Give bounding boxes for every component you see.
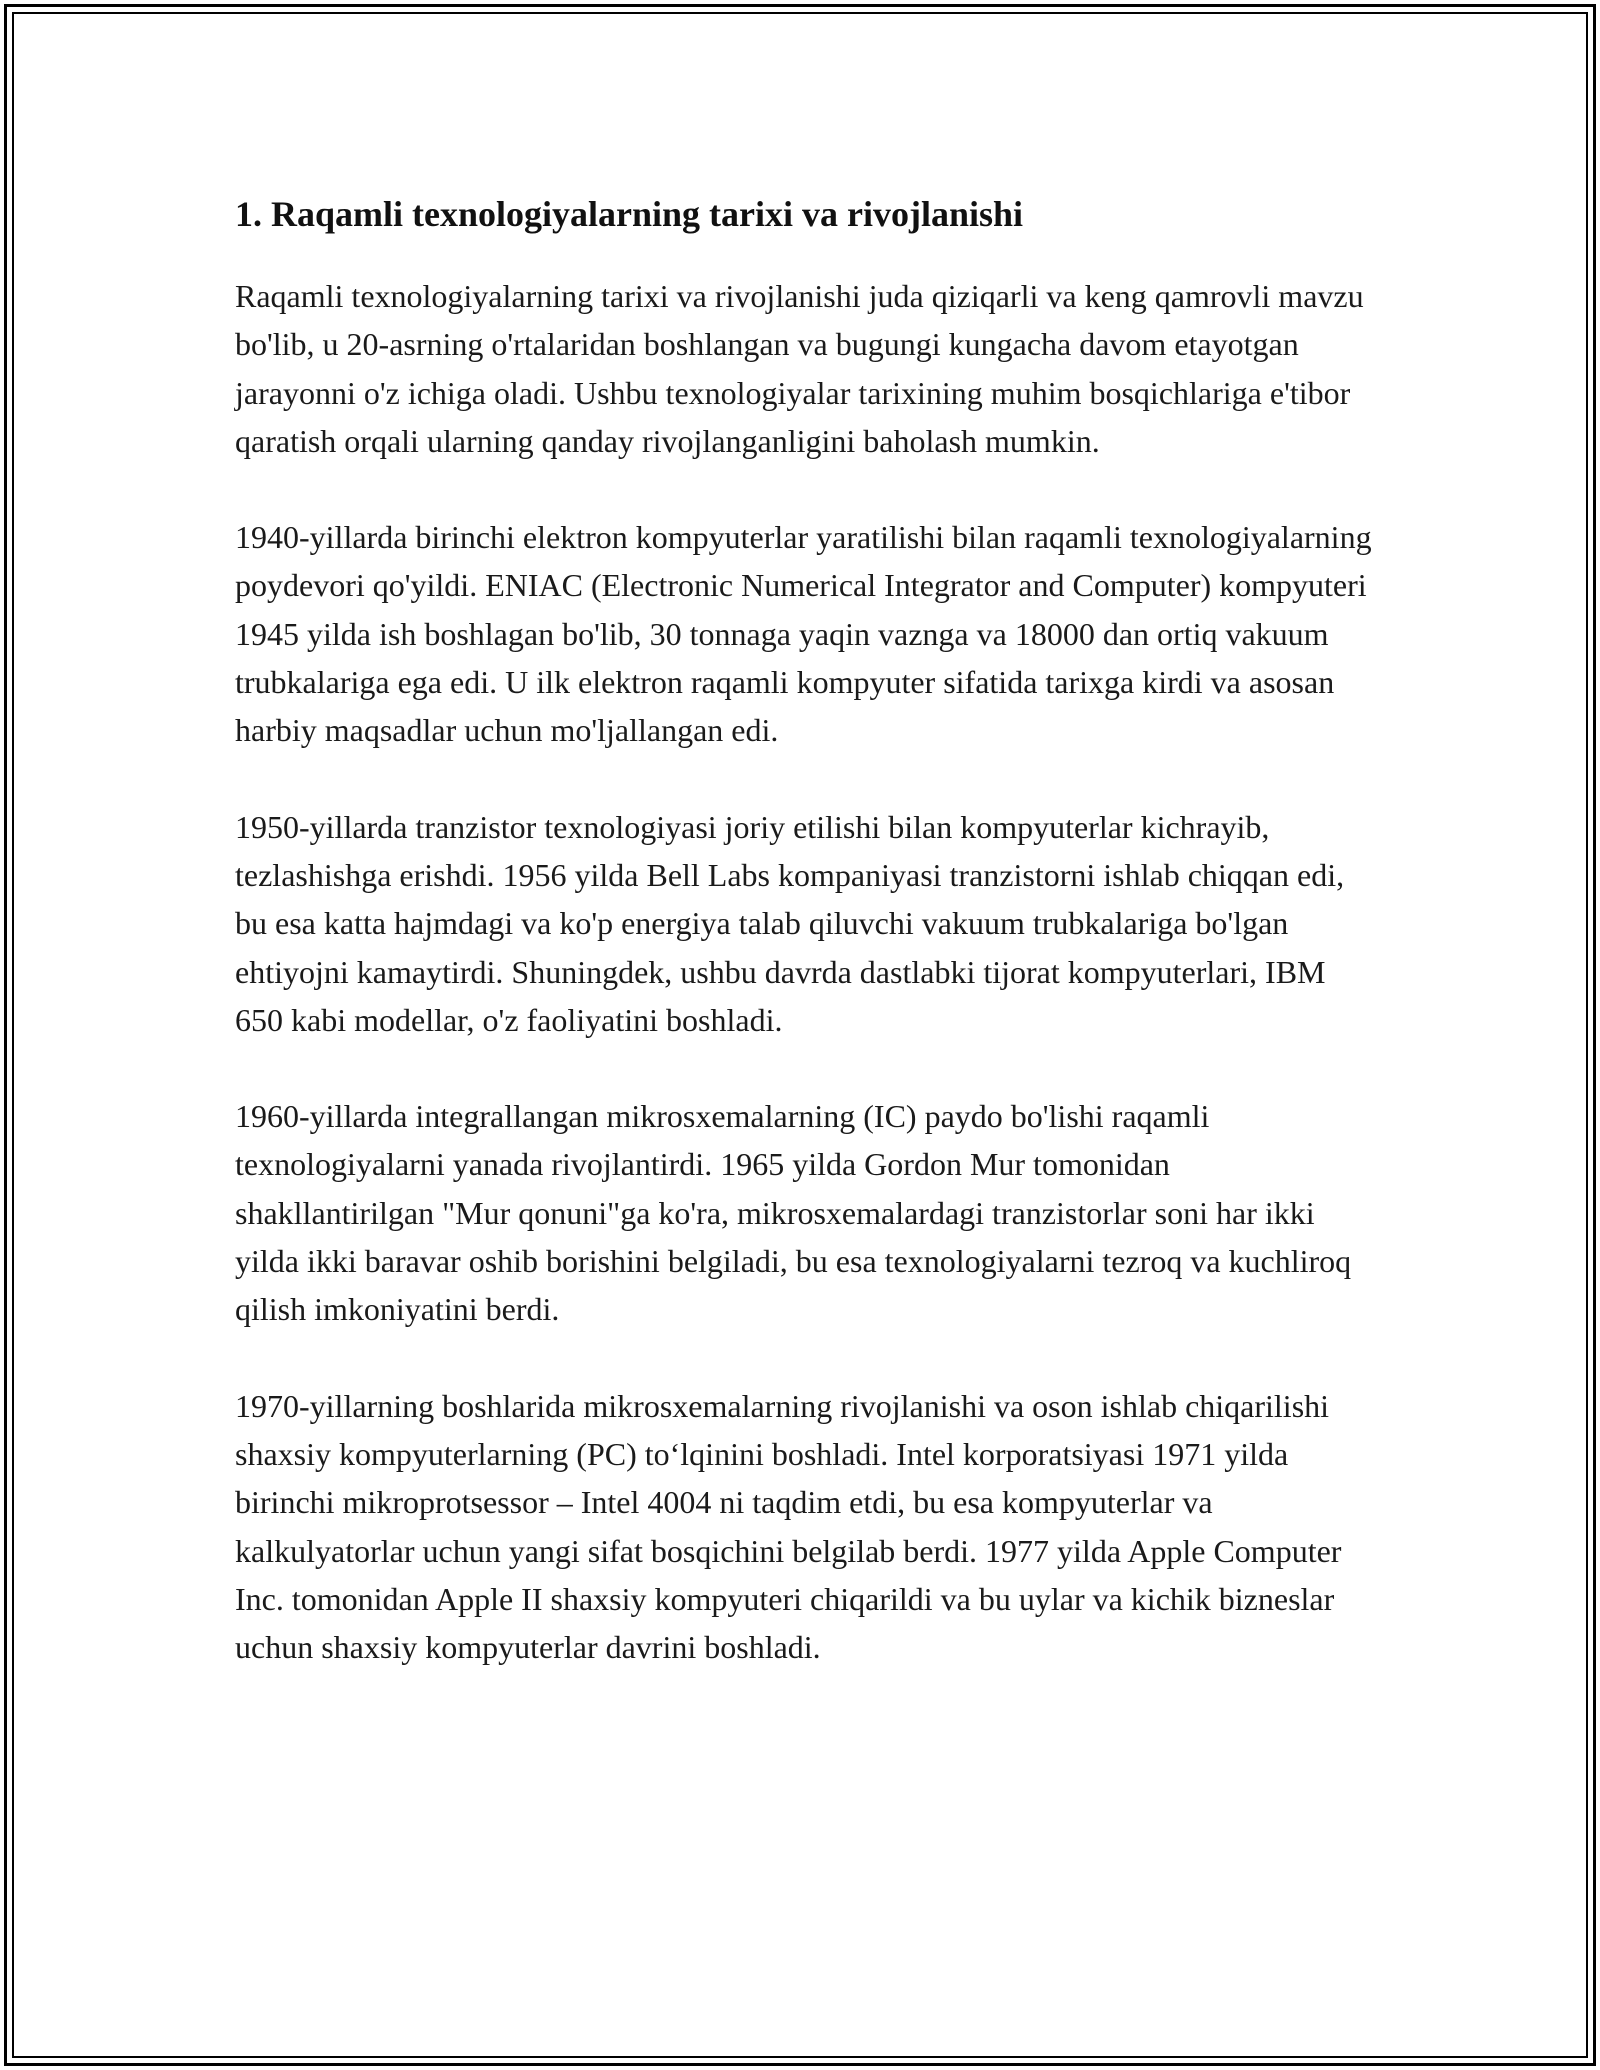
- paragraph-1950s: 1950-yillarda tranzistor texnologiyasi joriy etilishi bilan kompyuterlar kichrayib, tezlashishga erishdi. 1956 yilda Bell Labs kompaniyasi tranzistorni ishlab chiqqan edi, bu esa katta hajmdagi va ko'p energiya talab qiluvchi vakuum trubkalariga bo'lgan ehtiyojni kamaytirdi. Shuningdek, ushbu davrda dastlabki tijorat kompyuterlari, IBM 650 kabi modellar, o'z faoliyatini boshladi.: [235, 808, 1345, 1038]
- paragraph-1940s: 1940-yillarda birinchi elektron kompyuterlar yaratilishi bilan raqamli texnologiyalarning poydevori qo'yildi. ENIAC (Electronic Numerical Integrator and Computer) kompyuteri 1945 yilda ish boshlagan bo'lib, 30 tonnaga yaqin vaznga va 18000 dan ortiq vakuum trubkalariga ega edi. U ilk elektron raqamli kompyuter sifatida tarixga kirdi va asosan harbiy maqsadlar uchun mo'ljallangan edi.: [235, 519, 1372, 749]
- section-heading: 1. Raqamli texnologiyalarning tarixi va rivojlanishi: [235, 194, 1024, 234]
- paragraph-1970s: 1970-yillarning boshlarida mikrosxemalarning rivojlanishi va oson ishlab chiqarilishi shaxsiy kompyuterlarning (PC) to‘lqinini boshladi. Intel korporatsiyasi 1971 yilda birinchi mikroprotsessor – Intel 4004 ni taqdim etdi, bu esa kompyuterlar va kalkulyatorlar uchun yangi sifat bosqichini belgilab berdi. 1977 yilda Apple Computer Inc. tomonidan Apple II shaxsiy kompyuteri chiqarildi va bu uylar va kichik bizneslar uchun shaxsiy kompyuterlar davrini boshladi.: [235, 1387, 1342, 1666]
- document-body: [235, 186, 1375, 1719]
- paragraph-intro: Raqamli texnologiyalarning tarixi va rivojlanishi juda qiziqarli va keng qamrovli mavzu bo'lib, u 20-asrning o'rtalaridan boshlangan va bugungi kungacha davom etayotgan jarayonni o'z ichiga oladi. Ushbu texnologiyalar tarixining muhim bosqichlariga e'tibor qaratish orqali ularning qanday rivojlanganligini baholash mumkin.: [235, 278, 1364, 459]
- paragraph-1960s: 1960-yillarda integrallangan mikrosxemalarning (IC) paydo bo'lishi raqamli texnologiyalarni yanada rivojlantirdi. 1965 yilda Gordon Mur tomonidan shakllantirilgan "Mur qonuni"ga ko'ra, mikrosxemalardagi tranzistorlar soni har ikki yilda ikki baravar oshib borishini belgiladi, bu esa texnologiyalarni tezroq va kuchliroq qilish imkoniyatini berdi.: [235, 1098, 1352, 1328]
